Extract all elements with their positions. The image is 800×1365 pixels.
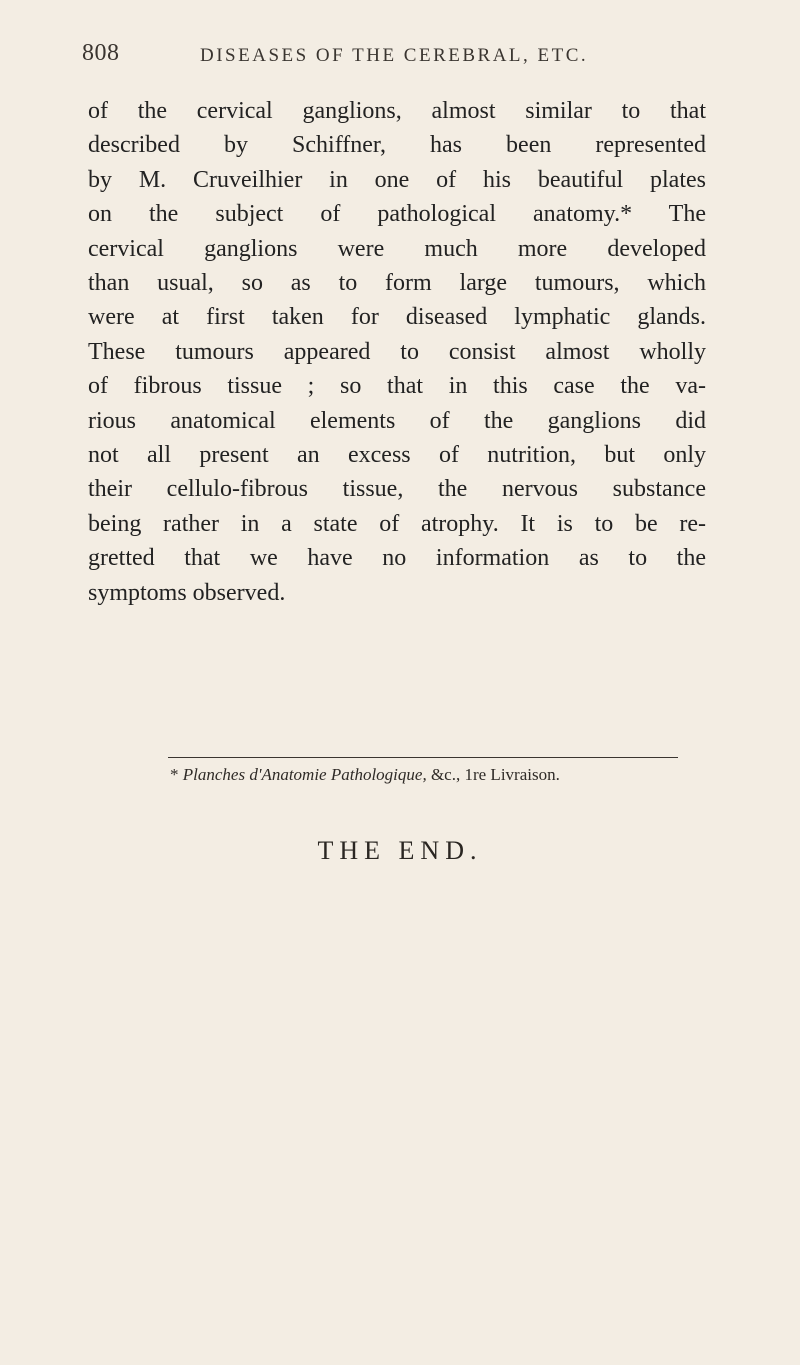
page-number: 808 bbox=[82, 40, 120, 66]
footnote-divider bbox=[168, 757, 678, 758]
body-line: These tumours appeared to consist almost wholly bbox=[88, 338, 706, 365]
closing-heading: THE END. bbox=[317, 836, 483, 865]
body-line: symptoms observed. bbox=[88, 579, 286, 606]
running-head: DISEASES OF THE CEREBRAL, ETC. bbox=[200, 45, 589, 66]
body-line: were at first taken for diseased lymphatic glands. bbox=[88, 304, 706, 331]
body-line: on the subject of pathological anatomy.* The bbox=[88, 201, 706, 228]
footnote-title: Planches d'Anatomie Pathologique, bbox=[182, 765, 427, 784]
footnote-detail: &c., 1re Livraison. bbox=[430, 765, 560, 784]
body-paragraph bbox=[88, 94, 706, 610]
body-line: gretted that we have no information as to the bbox=[88, 545, 706, 572]
page-header bbox=[0, 40, 800, 80]
footnote bbox=[170, 765, 560, 785]
body-line: cervical ganglions were much more developed bbox=[88, 235, 706, 262]
body-line: of the cervical ganglions, almost similar to that bbox=[88, 98, 706, 124]
body-line: than usual, so as to form large tumours, which bbox=[88, 270, 706, 297]
body-line: by M. Cruveilhier in one of his beautiful plates bbox=[88, 166, 706, 193]
body-line: their cellulo-fibrous tissue, the nervous substance bbox=[88, 476, 706, 503]
body-line: of fibrous tissue ; so that in this case the va- bbox=[88, 373, 706, 400]
body-line: rious anatomical elements of the ganglions did bbox=[88, 407, 706, 434]
footnote-marker: * bbox=[170, 765, 179, 784]
body-line: being rather in a state of atrophy. It is to be re- bbox=[88, 510, 706, 537]
body-line: described by Schiffner, has been represented bbox=[88, 132, 706, 159]
body-line: not all present an excess of nutrition, but only bbox=[88, 442, 706, 469]
